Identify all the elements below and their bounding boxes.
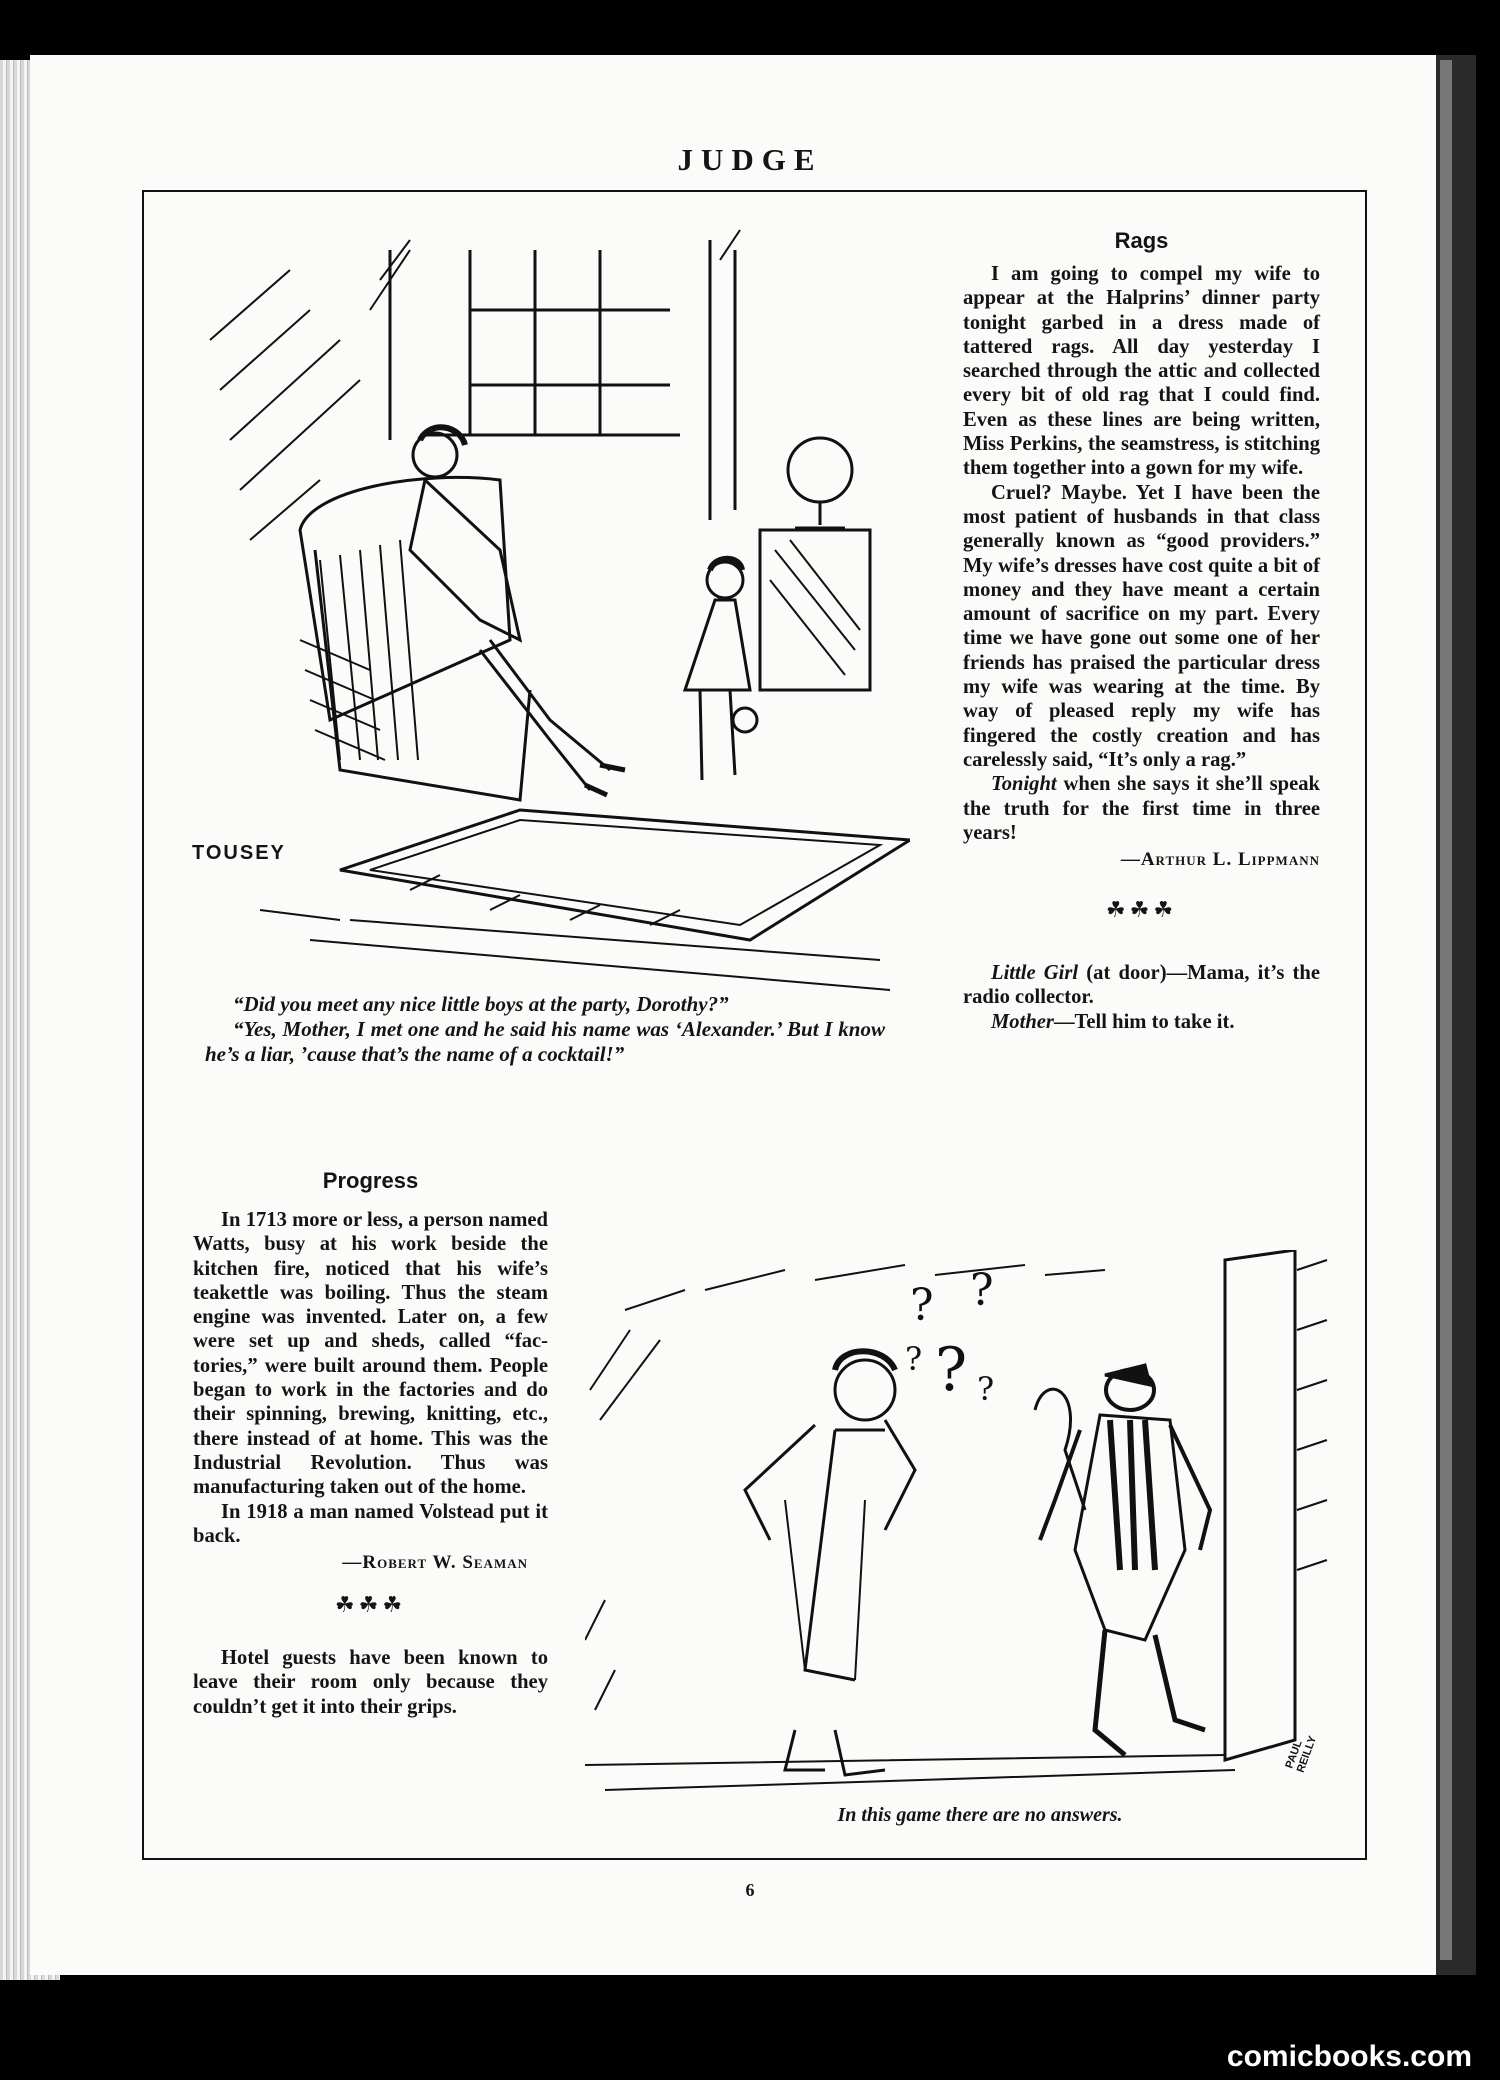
svg-text:?: ?: [910, 1280, 934, 1331]
watermark: comicbooks.com: [1226, 2040, 1472, 2073]
masthead: JUDGE: [677, 142, 823, 177]
joke-radio-line2: [963, 1010, 1320, 1034]
svg-text:?: ?: [905, 1340, 923, 1378]
rags-emphasis: Tonight: [991, 773, 1057, 796]
joke-text: (at door)—Mama, it’s the radio collector.: [963, 962, 1320, 1009]
cartoon2-caption: In this game there are no answers.: [837, 1804, 1123, 1826]
joke-hotel: Hotel guests have been known to leave their room only because they couldn’t get it into their grips.: [193, 1647, 548, 1718]
joke-text: —Tell him to take it.: [1053, 1010, 1235, 1033]
joke-radio-line1: [963, 961, 1320, 1010]
svg-text:?: ?: [970, 1265, 994, 1316]
cartoon-illustration-parlor: [190, 220, 910, 1000]
progress-byline: —Robert W. Seaman: [342, 1552, 528, 1574]
progress-article: [193, 1168, 548, 1719]
rags-byline: —Arthur L. Lippmann: [1120, 849, 1320, 871]
page-right-edge-inner: [1440, 60, 1452, 1960]
caption-line: “Yes, Mother, I met one and he said his name was ‘Alexander.’ But I know he’s a liar, ’cause that’s the name of a cocktail!”: [205, 1017, 885, 1066]
cartoon1-caption: [205, 992, 885, 1067]
page-number: 6: [745, 1880, 755, 1900]
rags-paragraph: Cruel? Maybe. Yet I have been the most patient of husbands in that class generally known as “good providers.” My wife’s dresses have cost quite a bit of money and they have meant a certain amount of sacrifice on my part. Every time we have gone out some one of her friends has praised the particular dress my wife was wearing at the time. By way of pleased reply my wife has fingered the costly creation and has carelessly said, “It’s only a rag.”: [963, 481, 1320, 771]
joke-speaker: Little Girl: [991, 962, 1079, 985]
caption-line: “Did you meet any nice little boys at the party, Dorothy?”: [233, 992, 729, 1016]
rags-article: [963, 228, 1320, 1034]
progress-paragraph: In 1918 a man named Volstead put it back.: [193, 1500, 548, 1547]
progress-title: Progress: [322, 1168, 419, 1193]
progress-paragraph: In 1713 more or less, a person named Watts, busy at his work beside the kitchen fire, noticed that his wife’s teakettle was boiling. Thus the steam engine was invented. Later on, a few were set up and sheds, called “factories,” were built around them. People began to work in the factories and do their spinning, brewing, knitting, etc., there instead of at home. This was the Industrial Revolution. Thus was manufacturing taken out of the home.: [193, 1209, 548, 1499]
ornament-divider: ☘☘☘: [334, 1592, 407, 1618]
cartoon2-signature: PAUL REILLY: [1283, 1734, 1320, 1775]
cartoon1-signature: TOUSEY: [192, 842, 286, 864]
svg-text:?: ?: [935, 1335, 968, 1405]
rags-paragraph: I am going to compel my wife to appear at the Halprins’ dinner party tonight garbed in a dress made of tattered rags. All day yesterday I searched through the attic and collected every bit of old rag that I could find. Even as these lines are being written, Miss Perkins, the seamstress, is stitching them together into a gown for my wife.: [963, 263, 1320, 480]
cartoon-illustration-doorway: [585, 1250, 1335, 1810]
rags-last-text: when she says it she’ll speak the truth for the first time in three years!: [963, 773, 1320, 844]
svg-text:?: ?: [977, 1370, 995, 1408]
rags-paragraph-last: [963, 772, 1320, 845]
ornament-divider: ☘☘☘: [1105, 897, 1178, 923]
joke-speaker: Mother: [991, 1010, 1054, 1033]
rags-title: Rags: [1114, 228, 1169, 253]
